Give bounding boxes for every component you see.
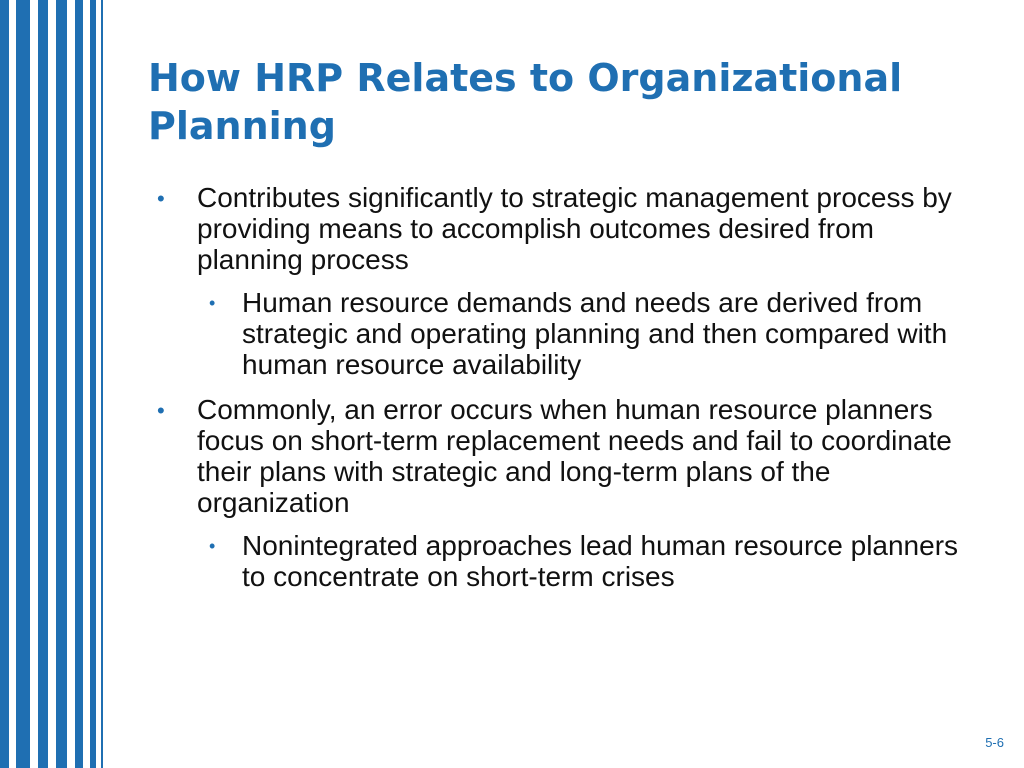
stripe — [101, 0, 103, 768]
bullet-text: Nonintegrated approaches lead human resource planners to concentrate on short-term crises — [242, 530, 959, 592]
bullet-item-level-2 — [155, 287, 975, 380]
bullet-icon: • — [209, 293, 216, 313]
stripe — [16, 0, 30, 768]
stripe — [38, 0, 48, 768]
stripe — [56, 0, 67, 768]
bullet-icon: • — [157, 186, 165, 211]
stripe — [0, 0, 9, 768]
bullet-text: Contributes significantly to strategic management process by providing means to accomplish outcomes desired from planning process — [197, 182, 952, 275]
bullet-icon: • — [157, 398, 165, 423]
bullet-item-level-2 — [155, 530, 975, 592]
slide-title — [148, 54, 988, 150]
bullet-icon: • — [209, 536, 216, 556]
title-line-2: Planning — [148, 104, 336, 148]
stripe — [75, 0, 83, 768]
decorative-stripes — [0, 0, 110, 768]
bullet-text: Commonly, an error occurs when human resource planners focus on short-term replacement needs and fail to coordinate their plans with strategic and long-term plans of the organization — [197, 394, 952, 518]
bullet-item-level-1 — [155, 394, 975, 518]
page-number: 5-6 — [985, 735, 1004, 750]
title-line-1: How HRP Relates to Organizational — [148, 56, 903, 100]
bullet-list — [155, 182, 975, 606]
bullet-item-level-1 — [155, 182, 975, 275]
bullet-text: Human resource demands and needs are derived from strategic and operating planning and then compared with human resource availability — [242, 287, 948, 380]
stripe — [90, 0, 96, 768]
